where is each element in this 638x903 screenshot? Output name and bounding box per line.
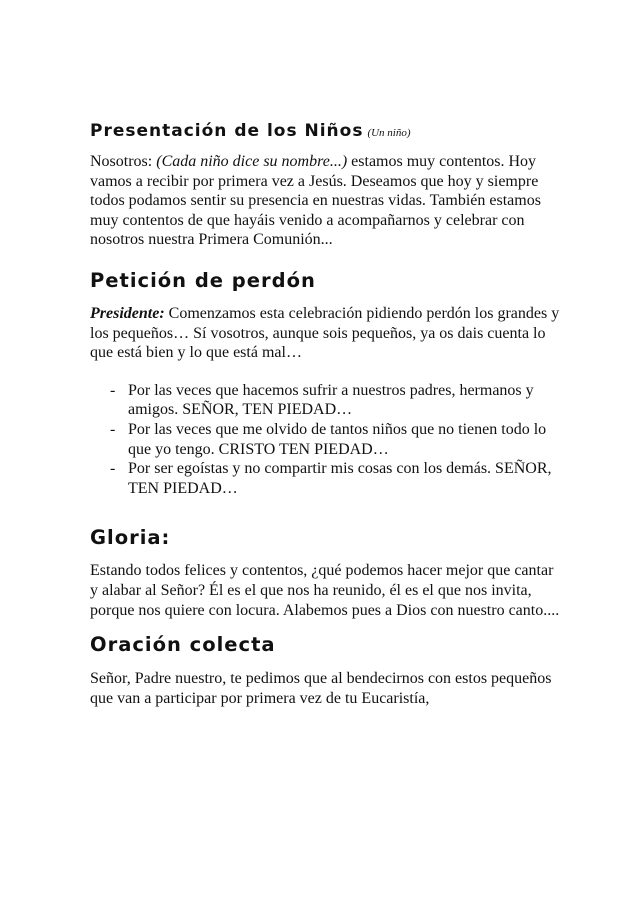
- list-item: [90, 420, 560, 459]
- list-item-text: Por las veces que hacemos sufrir a nuestros padres, hermanos y amigos. SEÑOR, TEN PIEDAD…: [128, 381, 534, 419]
- paragraph-body: estamos muy contentos. Hoy vamos a recibir por primera vez a Jesús. Deseamos que hoy y siempre todos podamos sentir su presencia en nuestras vidas. También estamos muy contentos de que hayáis venido a acompañarnos y celebrar con nosotros nuestra Primera Comunión...: [90, 153, 541, 249]
- speaker-label: Presidente:: [90, 304, 165, 322]
- paragraph-body: Comenzamos esta celebración pidiendo perdón los grandes y los pequeños… Sí vosotros, aunque sois pequeños, ya os dais cuenta lo que está bien y lo que está mal…: [90, 304, 560, 362]
- section-title-presentacion-text: Presentación de los Niños: [90, 121, 364, 141]
- section-title-presentacion: [90, 118, 560, 146]
- section-title-perdon: Petición de perdón: [90, 268, 316, 292]
- list-item-text: Por ser egoístas y no compartir mis cosas con los demás. SEÑOR, TEN PIEDAD…: [128, 460, 552, 497]
- section-title-gloria: Gloria:: [90, 526, 171, 550]
- list-dash: -: [110, 381, 116, 399]
- paragraph-gloria: Estando todos felices y contentos, ¿qué podemos hacer mejor que cantar y alabar al Señor? Él es el que nos ha reunido, él es el que nos invita, porque nos quiere con locura. Alabemos pues a Dios con nuestro canto....: [90, 562, 560, 619]
- document-content: [90, 118, 560, 708]
- paragraph-presentacion: [90, 152, 560, 250]
- section-subtitle: (Un niño): [367, 127, 411, 139]
- list-dash: -: [110, 460, 116, 478]
- list-dash: -: [110, 420, 116, 438]
- petition-list: [90, 381, 560, 499]
- list-item: [90, 381, 560, 420]
- paragraph-perdon: [90, 304, 560, 363]
- paragraph-oracion: Señor, Padre nuestro, te pedimos que al bendecirnos con estos pequeños que van a participar por primera vez de tu Eucaristía,: [90, 670, 552, 707]
- paragraph-lead: Nosotros:: [90, 153, 157, 170]
- list-item: [90, 459, 560, 498]
- section-title-oracion: Oración colecta: [90, 633, 276, 657]
- list-item-text: Por las veces que me olvido de tantos niños que no tienen todo lo que yo tengo. CRISTO TEN PIEDAD…: [128, 420, 547, 458]
- paragraph-italic-note: (Cada niño dice su nombre...): [156, 153, 348, 170]
